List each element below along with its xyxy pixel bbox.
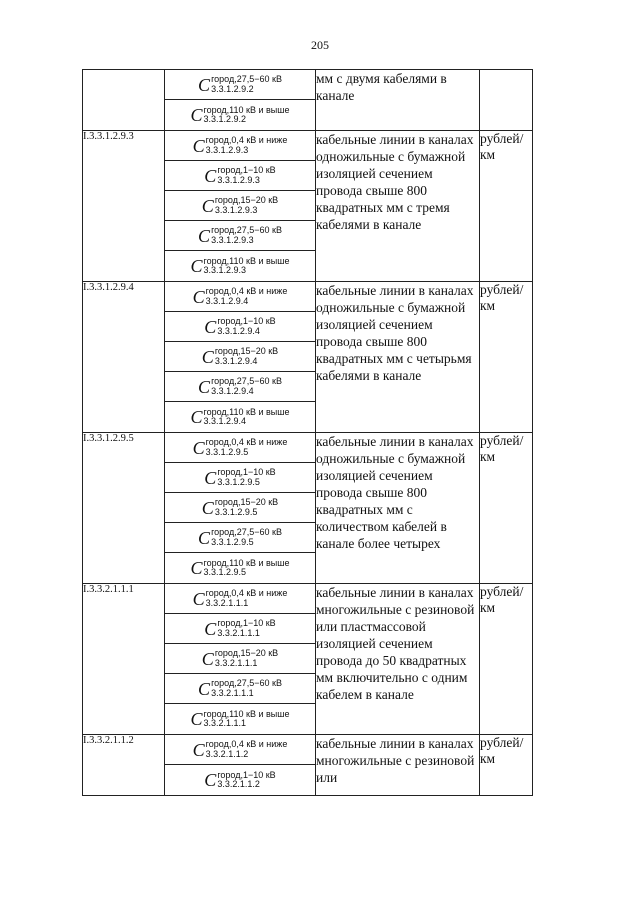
cost-formula — [202, 347, 278, 366]
cost-formula — [198, 377, 282, 396]
formula-superscript: город,27,5−60 кВ — [211, 74, 282, 85]
formula-superscript: город,15−20 кВ — [214, 195, 279, 206]
cost-formula — [204, 619, 275, 638]
formula-symbol: С — [204, 316, 217, 337]
table-row — [83, 70, 533, 131]
row-code: I.3.3.1.2.9.3 — [83, 131, 165, 282]
row-unit: рублей/км — [480, 433, 533, 584]
formula-subscript: 3.3.1.2.9.4 — [211, 385, 254, 396]
formula-cell — [165, 312, 315, 342]
formula-subscript: 3.3.2.1.1.2 — [205, 748, 249, 759]
row-formulas — [165, 584, 316, 735]
formula-cell — [165, 282, 315, 312]
formula-superscript: город,0,4 кВ и ниже — [205, 588, 288, 599]
formula-subscript: 3.3.1.2.9.3 — [214, 204, 258, 215]
formula-cell — [165, 765, 315, 795]
formula-subscript: 3.3.2.1.1.1 — [214, 657, 258, 668]
row-description: кабельные линии в каналах одножильные с бумажной изоляцией сечением провода свыше 800 квадратных мм с количеством кабелей в канале более четырех — [316, 433, 480, 584]
formula-cell — [165, 735, 315, 765]
formula-subscript: 3.3.1.2.9.5 — [214, 506, 258, 517]
formula-symbol: С — [198, 678, 211, 699]
cost-formula — [202, 498, 278, 517]
cost-formula — [193, 589, 288, 608]
formula-cell — [165, 553, 315, 583]
formula-symbol: С — [190, 407, 203, 427]
page-number: 205 — [311, 38, 329, 52]
formula-symbol: С — [190, 558, 203, 578]
formula-subscript: 3.3.1.2.9.2 — [211, 83, 254, 94]
row-formulas — [165, 282, 316, 433]
row-description: мм с двумя кабелями в канале — [316, 70, 480, 131]
cost-formula — [191, 408, 290, 427]
formula-superscript: город,110 кВ и выше — [203, 557, 290, 568]
formula-symbol: С — [192, 588, 205, 609]
row-description: кабельные линии в каналах многожильные с резиновой или пластмассовой изоляцией сечением провода до 50 квадратных мм включительно с одним кабелем в канале — [316, 584, 480, 735]
formula-superscript: город,27,5−60 кВ — [211, 225, 282, 236]
formula-cell — [165, 704, 315, 734]
row-formulas — [165, 131, 316, 282]
formula-superscript: город,1−10 кВ — [217, 165, 276, 176]
formula-superscript: город,110 кВ и выше — [203, 708, 290, 719]
formula-symbol: С — [204, 618, 217, 639]
formula-cell — [165, 584, 315, 614]
formula-subscript: 3.3.1.2.9.3 — [203, 265, 247, 275]
cost-formula — [193, 287, 288, 306]
row-code — [83, 70, 165, 131]
cost-formula — [204, 317, 275, 336]
formula-superscript: город,15−20 кВ — [214, 346, 279, 357]
formula-subscript: 3.3.1.2.9.3 — [211, 234, 254, 245]
cost-formula — [191, 710, 290, 729]
table-body — [83, 70, 533, 796]
formula-subscript: 3.3.1.2.9.4 — [205, 295, 249, 306]
formula-symbol: С — [190, 709, 203, 729]
formula-subscript: 3.3.1.2.9.5 — [205, 446, 249, 457]
formula-symbol: С — [201, 497, 214, 518]
cost-formula — [193, 136, 288, 155]
formula-cell — [165, 493, 315, 523]
row-unit: рублей/км — [480, 131, 533, 282]
row-formulas — [165, 433, 316, 584]
row-formulas — [165, 735, 316, 796]
formula-symbol: С — [201, 195, 214, 216]
formula-cell — [165, 191, 315, 221]
formula-cell — [165, 614, 315, 644]
formula-subscript: 3.3.1.2.9.5 — [203, 567, 247, 577]
formula-subscript: 3.3.1.2.9.2 — [203, 114, 247, 124]
cost-formula — [191, 559, 290, 578]
cost-formula — [198, 75, 282, 94]
formula-superscript: город,1−10 кВ — [217, 467, 276, 478]
row-description: кабельные линии в каналах одножильные с бумажной изоляцией сечением провода свыше 800 квадратных мм с тремя кабелями в канале — [316, 131, 480, 282]
formula-cell — [165, 402, 315, 432]
table-row — [83, 433, 533, 584]
row-description: кабельные линии в каналах многожильные с резиновой или — [316, 735, 480, 796]
row-unit: рублей/км — [480, 584, 533, 735]
row-code: I.3.3.2.1.1.1 — [83, 584, 165, 735]
formula-cell — [165, 372, 315, 402]
row-code: I.3.3.2.1.1.2 — [83, 735, 165, 796]
formula-symbol: С — [190, 256, 203, 276]
cost-formula — [198, 679, 282, 698]
row-unit: рублей/км — [480, 735, 533, 796]
formula-symbol: С — [204, 770, 217, 790]
table-row — [83, 131, 533, 282]
row-unit: рублей/км — [480, 282, 533, 433]
row-code: I.3.3.1.2.9.5 — [83, 433, 165, 584]
formula-superscript: город,110 кВ и выше — [203, 255, 290, 266]
formula-superscript: город,110 кВ и выше — [203, 104, 290, 115]
formula-superscript: город,0,4 кВ и ниже — [205, 437, 288, 448]
row-code: I.3.3.1.2.9.4 — [83, 282, 165, 433]
formula-symbol: С — [198, 527, 211, 548]
formula-superscript: город,27,5−60 кВ — [211, 376, 282, 387]
table-row — [83, 735, 533, 796]
formula-cell — [165, 221, 315, 251]
formula-subscript: 3.3.1.2.9.3 — [205, 144, 249, 155]
formula-cell — [165, 523, 315, 553]
formula-symbol: С — [190, 105, 203, 125]
cost-formula — [198, 226, 282, 245]
formula-superscript: город,15−20 кВ — [214, 648, 279, 659]
formula-symbol: С — [198, 225, 211, 246]
formula-cell — [165, 433, 315, 463]
formula-superscript: город,110 кВ и выше — [203, 406, 290, 417]
cost-formula — [202, 649, 278, 668]
formula-symbol: С — [201, 648, 214, 669]
formula-symbol: С — [192, 286, 205, 307]
formula-cell — [165, 342, 315, 372]
formula-superscript: город,0,4 кВ и ниже — [205, 135, 288, 146]
formula-cell — [165, 100, 315, 130]
cost-formula — [193, 438, 288, 457]
formula-symbol: С — [198, 376, 211, 397]
formula-cell — [165, 161, 315, 191]
formula-cell — [165, 644, 315, 674]
formula-subscript: 3.3.1.2.9.3 — [217, 174, 260, 185]
formula-cell — [165, 131, 315, 161]
formula-subscript: 3.3.2.1.1.1 — [205, 597, 249, 608]
formula-symbol: С — [204, 165, 217, 186]
row-unit — [480, 70, 533, 131]
table-row — [83, 584, 533, 735]
cost-formula — [191, 257, 290, 276]
table-row — [83, 282, 533, 433]
formula-superscript: город,1−10 кВ — [217, 769, 276, 780]
formula-subscript: 3.3.2.1.1.1 — [217, 627, 260, 638]
formula-subscript: 3.3.1.2.9.4 — [203, 416, 247, 426]
formula-subscript: 3.3.2.1.1.1 — [211, 687, 254, 698]
formula-subscript: 3.3.1.2.9.5 — [211, 536, 254, 547]
formula-symbol: С — [192, 135, 205, 156]
cost-formula — [191, 106, 290, 125]
formula-symbol: С — [201, 346, 214, 367]
cost-formula — [204, 166, 275, 185]
cost-formula — [198, 528, 282, 547]
formula-superscript: город,15−20 кВ — [214, 497, 279, 508]
formula-cell — [165, 70, 315, 100]
row-description: кабельные линии в каналах одножильные с бумажной изоляцией сечением провода свыше 800 квадратных мм с четырьмя кабелями в канале — [316, 282, 480, 433]
formula-superscript: город,1−10 кВ — [217, 316, 276, 327]
formula-superscript: город,1−10 кВ — [217, 618, 276, 629]
formula-superscript: город,27,5−60 кВ — [211, 527, 282, 538]
formula-cell — [165, 251, 315, 281]
formula-symbol: С — [198, 74, 211, 95]
formula-superscript: город,0,4 кВ и ниже — [205, 286, 288, 297]
cost-formula — [193, 740, 288, 759]
formula-subscript: 3.3.2.1.1.1 — [203, 718, 247, 728]
cost-formula — [202, 196, 278, 215]
formula-superscript: город,0,4 кВ и ниже — [205, 739, 288, 750]
formula-subscript: 3.3.1.2.9.5 — [217, 476, 260, 487]
formula-subscript: 3.3.1.2.9.4 — [217, 325, 260, 336]
cost-formula — [204, 468, 275, 487]
tariff-table — [82, 69, 533, 796]
formula-cell — [165, 674, 315, 704]
formula-symbol: С — [204, 467, 217, 488]
row-formulas — [165, 70, 316, 131]
cost-formula — [204, 771, 275, 790]
formula-symbol: С — [192, 437, 205, 458]
formula-subscript: 3.3.2.1.1.2 — [217, 779, 260, 789]
formula-superscript: город,27,5−60 кВ — [211, 678, 282, 689]
formula-cell — [165, 463, 315, 493]
formula-symbol: С — [192, 739, 205, 760]
formula-subscript: 3.3.1.2.9.4 — [214, 355, 258, 366]
